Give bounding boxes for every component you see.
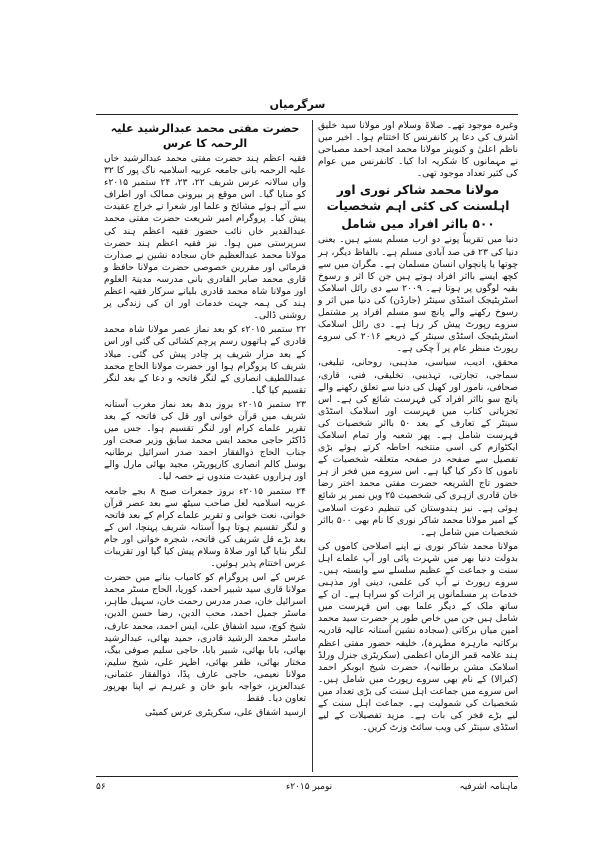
first-column [318, 120, 518, 736]
article-heading-line-1: مولانا محمد شاکر نوری اور اہلسنت کی کئی اہم شخصیات [326, 183, 510, 214]
article-paragraph: ۲۴ ستمبر ۲۰۱۵ء بروز جمعرات صبح ۸ بجے جامعہ عربیہ اسلامیہ لعل صاحب سیٹھ سے بعد عصر قرآن خوانی، نعت خوانی و تقریر علماے کرام کے بعد فاتحہ و لنگر تقسیم ہوتا ہوا آستانہ شریف پہنچا، اس کے بعد بڑے قل شریف کی فاتحہ، شجرہ خوانی اور جام لنگر بنایا گیا اور صلاۃ وسلام پیش کیا گیا اور تقریبات عرس اختتام پذیر ہوئیں۔ [104, 485, 306, 570]
article-heading: حضرت مفتی محمد عبدالرشید علیہ الرحمہ کا عرس [110, 122, 300, 150]
article-paragraph: محقق، ادیب، سیاسی، مذہبی، روحانی، تبلیغی، سماجی، تجارتی، تہذیبی، تخلیقی، فنی، قاری، صحافی، نامور اور کھیل کی دنیا سے تعلق رکھنے والے پانچ سو بااثر افراد کی فہرست شائع کی ہے۔ اس تجزیاتی کتاب میں فہرست اور اسلامک اسٹڈی سینٹر کے تعارف کے بعد ۵۰ بااثر شخصیات کی فہرست شامل ہے۔ پھر شعبہ وار تمام اسلامک ایکٹوازم کی اسی منتخبہ احاطہ کرتے ہوئے بڑی تفصیل سے صفحہ در صفحہ متعلقہ شخصیات کے ناموں کا ذکر کیا گیا ہے۔ اس سروے میں فخر از ہر حضور تاج الشریعہ حضرت مفتی محمد اختر رضا خان قادری ازہری کی شخصیت ۲۵ ویں نمبر پر شائع ہوئی ہے۔ نیز ہندوستان کی تنظیم دعوت اسلامی کے امیر مولانا محمد شاکر نوری کا نام بھی ۵۰۰ بااثر شخصیات میں شامل ہے۔ [318, 357, 519, 538]
article-heading-line-2: ۵۰۰ بااثر افراد میں شامل [341, 217, 495, 232]
column-divider [312, 120, 313, 772]
article-paragraph: مولانا محمد شاکر نوری نے اپنے اصلاحی کاموں کی بدولت دنیا بھر میں شہرت پائی اور آپ علماے اہل سنت و جماعت کے عظیم سلسلے سے وابستہ ہیں۔ سروے رپورٹ نے آپ کی علمی، دینی اور مذہبی خدمات پر مسلمانوں پر اثرات کو سراہا ہے۔ ان کے ساتھ ملک کے دیگر علما بھی اس فہرست میں شامل ہیں جن میں خاص طور پر حضرت سید محمد امین میاں برکاتی (سجادہ نشین آستانہ عالیہ قادریہ برکاتیہ مارہرہ مطہرہ)، خلیفہ حضور مفتی اعظم ہند علامہ قمر الزماں اعظمی (سکریٹری جنرل ورلڈ اسلامک مشن برطانیہ)، حضرت شیخ ابوبکر احمد (کیرالا) کے نام بھی سروے رپورٹ میں شامل ہیں۔ اس سروے میں جماعت اہل سنت کی بڑی تعداد میں شخصیات کی شمولیت ہے۔ جماعت اہل سنت کے لیے بڑے فخر کی بات ہے۔ مزید تفصیلات کے لیے اسٹڈی سینٹر کی ویب سائٹ وزٹ کریں۔ [318, 540, 518, 734]
footer-divider [96, 776, 518, 777]
page-footer [96, 782, 518, 796]
signature-line: ازسید اشفاق علی، سکریٹری عرس کمیٹی [145, 707, 306, 719]
article-paragraph: فقیہ اعظم ہند حضرت مفتی محمد عبدالرشید خاں علیہ الرحمہ بانی جامعہ عربیہ اسلامیہ ناگ پور کا ۳۲ واں سالانہ عرس شریف ۲۲، ۲۳، ۲۴ ستمبر ۲۰۱۵ء کو منایا گیا۔ اس موقع پر بیرونی ممالک اور اطراف سے آئے ہوئے مشائخ و علما اور شعرا نے خراج عقیدت پیش کیا۔ پروگرام امیر شریعت حضرت مفتی محمد عبدالقدیر خاں نائب حضور فقیہ اعظم ہند کی سرپرستی میں ہوا۔ نیز فقیہ اعظم ہند حضرت مولانا محمد عبدالعظیم خان سجادہ نشین نے صدارت فرمائی اور مقررین خصوصی حضرت مولانا حافظ و قاری محمد صابر القادری بانی مدرسہ مدینۃ العلوم اور مولانا شاہ محمد قادری بلیانے سرکار فقیہ اعظم ہند کی ہمہ جہت خدمات اور ان کی زندگی پر روشنی ڈالی۔ [104, 153, 307, 322]
article-paragraph: ۲۳ ستمبر ۲۰۱۵ء بروز بدھ بعد نماز مغرب آستانہ شریف میں قرآن خوانی اور قل کی فاتحہ کے بعد تقریر علماے کرام اور لنگر تقسیم ہوا۔ جس میں ڈاکٹر حاجی محمد ایس محمد سابق وزیر صحت اور جناب الحاج ذوالفقار احمد صدر اسرائیل برطانیہ بوسل کالم انصاری کارپوریٹر، مجید بھائی مارل والے اور ہزاروں عقیدت مندوں نے حصہ لیا۔ [104, 398, 306, 483]
intro-paragraph: وغیرہ موجود تھے۔ صلاۃ وسلام اور مولانا سید خلیق اشرف کی دعا پر کانفرنس کا اختتام ہوا۔ اخیر میں ناظم اعلیٰ و کنوینر مولانا محمد امجد احمد مصباحی نے مہمانوں کا شکریہ ادا کیا۔ کانفرنس میں عوام کی کثیر تعداد موجود تھی۔ [318, 120, 518, 180]
second-column [104, 120, 306, 721]
page-number: ۵۶ [96, 782, 106, 792]
journal-name: ماہنامہ اشرفیہ [459, 782, 518, 792]
article-paragraph: دنیا میں تقریباً پونے دو ارب مسلم بستے ہیں۔ یعنی دنیا کی ۲۳ فی صد آبادی مسلم ہے۔ بالفاظ دیگر، ہر چوتھا یا پانچواں انسان مسلمان ہے۔ مگران میں سے کچھ ایسے بااثر افراد ہوتے ہیں جن کا اثر و رسوخ بقیہ لوگوں پر ہوتا ہے۔ ۲۰۰۹ سے دی رائل اسلامک اسٹریٹیجک اسٹڈی سینٹر (جارڈن) کی دنیا میں اثر و رسوخ رکھنے والے پانچ سو مسلم افراد پر مشتمل سروے رپورٹ پیش کر رہا ہے۔ دی رائل اسلامک اسٹریٹیجک اسٹڈی سینٹر کے ذریعے ۲۰۱۶ کی سروے رپورٹ منظر عام پر آ چکی ہے۔ [318, 234, 518, 355]
article-paragraph: ۲۲ ستمبر ۲۰۱۵ء کو بعد نماز عصر مولانا شاہ محمد قادری کے ہاتھوں رسم پرچم کشائی کی گئی اور اس کے بعد مزار شریف پر چادر پیش کی گئی۔ میلاد شریف کا پروگرام ہوا اور حضرت مولانا الحاج محمد عبداللطیف انصاری کے لنگر فاتحہ و دعا کے بعد لنگر تقسیم کیا گیا۔ [104, 324, 306, 396]
header-divider [96, 114, 518, 115]
issue-date: نومبر ۲۰۱۵ء [286, 782, 333, 792]
article-paragraph: عرس کے اس پروگرام کو کامیاب بنانے میں حضرت مولانا قاری سید شبیر احمد، کوریا، الحاج مسٹر محمد اسرائیل خان، صدر مدرس رحمت خان، سہیل طاہر، ماسٹر جمیل احمد، محب الدین، رضا حسن الدین، شیخ کوچ، سید اشفاق علی، ایس احمد، محمد عارف، ماسٹر محمد الرشید قادری، حمید بھائی، عبدالرشید بھائی، بابا بھائی، شبیر بابا، حاجی سلیم صوفی بیگ، مختار بھائی، ظفر بھائی، اظہر علی، شیخ سلیم، مولانا نعیمی، حاجی عارف پڈا، ذوالفقار عثمانی، عبدالعزیز، خواجہ بابو خان و غیرہم نے اپنا بھرپور تعاون دیا۔ فقط [104, 572, 306, 705]
section-title: سرگرمیاں [269, 98, 326, 111]
